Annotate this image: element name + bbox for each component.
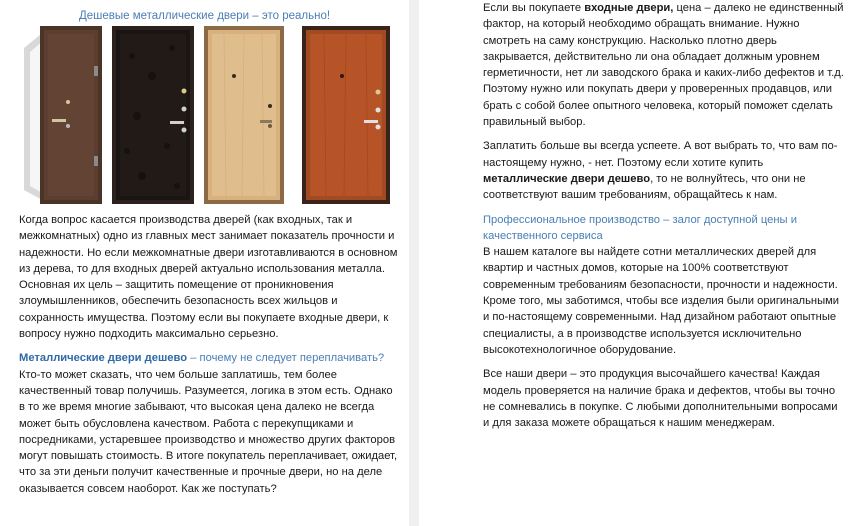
- light-oak-door-image: [204, 26, 284, 204]
- subheading-production: Профессиональное производство – залог доступной цены и качественного сервиса: [483, 213, 797, 242]
- document-title: Дешевые металлические двери – это реально!: [78, 10, 331, 22]
- catalog-paragraph: В нашем каталоге вы найдете сотни металлических дверей для квартир и частных домов, которые на 100% соответствуют современным требованиям безопасности, прочности и надежности. Кроме того, мы заботимся, чтобы все изделия были оригинальными и по-настоящему современными. Над дизайном работают опытные специалисты, а в производстве используется исключительно высокотехнологичное оборудование.: [483, 246, 840, 356]
- subheading-rest: – почему не следует переплачивать?: [187, 352, 385, 365]
- left-column: [19, 212, 401, 505]
- overpay-paragraph: Кто-то может сказать, что чем больше заплатишь, тем более качественный товар получишь. Разумеется, логика в этом есть. Однако в то же время многие забывают, что высокая цена далеко не всегда может быть обусловлена качеством. Работа с перекупщиками и посредниками, устаревшее производство и множество других факторов могут повышать стоимость. В итоге покупатель переплачивает, ожидает, что за эти деньги получит качественные и прочные двери, но на деле оказывается совсем наоборот. Как же поступать?: [19, 368, 398, 495]
- subheading-bold: Металлические двери дешево: [19, 352, 188, 365]
- subheading-cheap-doors: [19, 350, 401, 366]
- entrance-doors-paragraph: Если вы покупаете входные двери, цена – далеко не единственный фактор, на который необходимо обращать внимание. Нужно смотреть на саму конструкцию. Насколько плотно дверь закрывается, действительно ли она обладает должным уровнем герметичности, нет ли заводского брака и каких-либо дефектов и т.д. Поэтому нужно или покупать двери у проверенных продавцов, или брать с собой более опытного человека, который поможет сделать правильный выбор.: [483, 2, 844, 129]
- bold-entrance-doors: входные двери,: [584, 2, 674, 14]
- intro-paragraph: Когда вопрос касается производства дверей (как входных, так и межкомнатных) одно из главных мест занимает показатель прочности и надежности. Но если межкомнатные двери изготавливаются в основном из дерева, то для входных дверей актуально использования металла. Основная их цель – защитить помещение от проникновения злоумышленников, обеспечить безопасность всех жильцов и сохранность имущества. Поэтому если вы покупаете входные двери, к вопросу нужно подходить максимально серьезно.: [19, 214, 398, 341]
- red-cherry-door-image: [302, 26, 390, 204]
- open-brown-door-image: [18, 26, 104, 204]
- right-column: [483, 0, 845, 439]
- pay-more-paragraph: Заплатить больше вы всегда успеете. А вот выбрать то, что вам по-настоящему нужно, - нет. Поэтому если хотите купить металлические двери дешево, то не волнуйтесь, что они не соответствуют вашим требованиям, обращайтесь к нам.: [483, 140, 838, 202]
- quality-paragraph: Все наши двери – это продукция высочайшего качества! Каждая модель проверяется на наличие брака и дефектов, чтобы вы точно не сомневались в покупке. С любыми дополнительными вопросами и для заказа можете обращаться к нашим менеджерам.: [483, 368, 838, 430]
- door-images: [18, 26, 392, 206]
- dark-textured-door-image: [112, 26, 194, 204]
- bold-cheap-doors: металлические двери дешево: [483, 172, 651, 185]
